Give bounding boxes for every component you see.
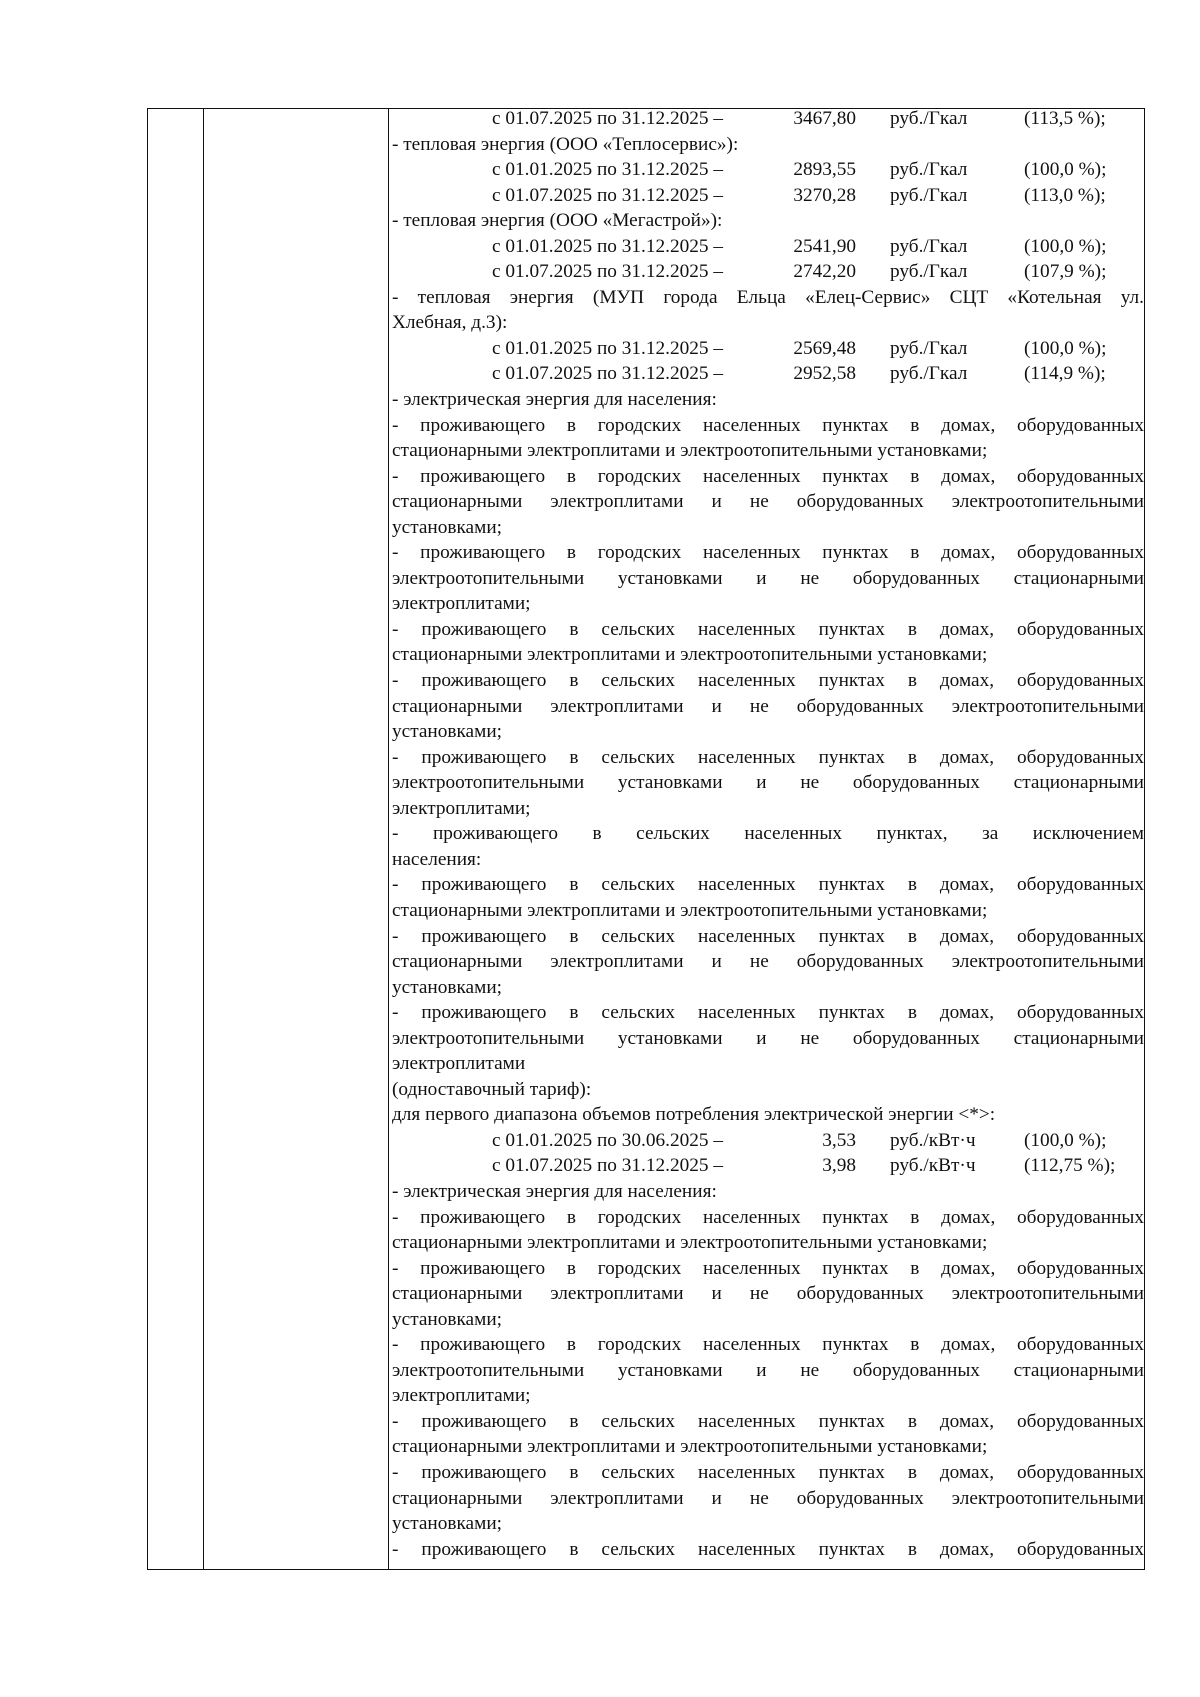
text-line: - проживающего в сельских населенных пунктах в домах, оборудованных (392, 618, 1144, 640)
rate-price: 2742,20 (793, 261, 856, 283)
rate-unit: руб./Гкал (890, 184, 968, 206)
rate-unit: руб./Гкал (890, 261, 968, 283)
text-line: электроплитами (392, 1053, 526, 1075)
text-line: - проживающего в городских населенных пунктах в домах, оборудованных (392, 1206, 1144, 1228)
text-line: стационарными электроплитами и электроотопительными установками; (392, 1436, 988, 1458)
rate-unit: руб./Гкал (890, 159, 968, 181)
text-line: стационарными электроплитами и электроотопительными установками; (392, 644, 988, 666)
text-line: - проживающего в городских населенных пунктах в домах, оборудованных (392, 414, 1144, 436)
text-line: - проживающего в сельских населенных пунктах в домах, оборудованных (392, 1002, 1144, 1024)
rate-percent: (100,0 %); (1024, 235, 1107, 257)
tariff-rate-row (392, 234, 1144, 260)
tariff-rate-row (392, 336, 1144, 362)
rate-unit: руб./кВт·ч (890, 1129, 976, 1151)
text-line: электроплитами; (392, 593, 531, 615)
rate-period: с 01.01.2025 по 31.12.2025 – (492, 235, 723, 257)
tariff-rate-row (392, 1128, 1144, 1154)
tariff-rate-row (392, 361, 1144, 387)
rate-price: 3,53 (822, 1129, 856, 1151)
rate-period: с 01.07.2025 по 31.12.2025 – (492, 363, 723, 385)
rate-period: с 01.01.2025 по 31.12.2025 – (492, 159, 723, 181)
text-line: стационарными электроплитами и электроотопительными установками; (392, 440, 988, 462)
text-line: - тепловая энергия (ООО «Теплосервис»): (392, 133, 739, 155)
text-line: стационарными электроплитами и электроотопительными установками; (392, 899, 988, 921)
text-line: электроотопительными установками и не оборудованных стационарными (392, 567, 1144, 589)
text-line: - тепловая энергия (ООО «Мегастрой»): (392, 210, 723, 232)
rate-price: 2569,48 (793, 337, 856, 359)
text-line: - проживающего в городских населенных пунктах в домах, оборудованных (392, 1257, 1144, 1279)
rate-percent: (113,5 %); (1024, 108, 1106, 129)
text-line: - проживающего в городских населенных пунктах в домах, оборудованных (392, 1334, 1144, 1356)
text-line: - проживающего в сельских населенных пунктах в домах, оборудованных (392, 746, 1144, 768)
text-line: для первого диапазона объемов потребления электрической энергии <*>: (392, 1104, 996, 1126)
rate-percent: (113,0 %); (1024, 184, 1106, 206)
rate-unit: руб./Гкал (890, 235, 968, 257)
tariff-rate-row (392, 183, 1144, 209)
column-divider-1 (203, 109, 204, 1569)
text-line: установками; (392, 976, 502, 998)
rate-price: 3,98 (822, 1155, 856, 1177)
rate-period: с 01.07.2025 по 31.12.2025 – (492, 184, 723, 206)
rate-percent: (100,0 %); (1024, 1129, 1107, 1151)
text-line: - проживающего в городских населенных пунктах в домах, оборудованных (392, 542, 1144, 564)
text-line: - проживающего в сельских населенных пунктах в домах, оборудованных (392, 874, 1144, 896)
text-line: - электрическая энергия для населения: (392, 1180, 717, 1202)
text-line: стационарными электроплитами и не оборудованных электроотопительными (392, 1487, 1144, 1509)
rate-period: с 01.01.2025 по 31.12.2025 – (492, 337, 723, 359)
text-line: (одноставочный тариф): (392, 1078, 592, 1100)
text-line: стационарными электроплитами и не оборудованных электроотопительными (392, 951, 1144, 973)
text-line: электроотопительными установками и не оборудованных стационарными (392, 1027, 1144, 1049)
rate-period: с 01.01.2025 по 30.06.2025 – (492, 1129, 723, 1151)
rate-unit: руб./кВт·ч (890, 1155, 976, 1177)
rate-unit: руб./Гкал (890, 337, 968, 359)
rate-percent: (112,75 %); (1024, 1155, 1116, 1177)
rate-price: 3270,28 (793, 184, 856, 206)
text-line: - проживающего в сельских населенных пунктах в домах, оборудованных (392, 1461, 1144, 1483)
text-line: населения: (392, 848, 482, 870)
tariff-rate-row (392, 157, 1144, 183)
rate-percent: (114,9 %); (1024, 363, 1106, 385)
text-line: - проживающего в сельских населенных пунктах в домах, оборудованных (392, 1410, 1144, 1432)
text-line: Хлебная, д.3): (392, 312, 508, 334)
tariff-table (147, 108, 1145, 1570)
text-line: - проживающего в сельских населенных пунктах в домах, оборудованных (392, 1538, 1144, 1560)
text-line: электроотопительными установками и не оборудованных стационарными (392, 1359, 1144, 1381)
rate-period: с 01.07.2025 по 31.12.2025 – (492, 108, 723, 129)
rate-percent: (100,0 %); (1024, 159, 1107, 181)
text-line: электроотопительными установками и не оборудованных стационарными (392, 772, 1144, 794)
text-line: установками; (392, 516, 502, 538)
rate-percent: (100,0 %); (1024, 337, 1107, 359)
text-line: - проживающего в сельских населенных пунктах в домах, оборудованных (392, 670, 1144, 692)
column-divider-2 (388, 109, 389, 1569)
rate-unit: руб./Гкал (890, 108, 968, 129)
text-line: - проживающего в городских населенных пунктах в домах, оборудованных (392, 465, 1144, 487)
tariff-rate-row (392, 259, 1144, 285)
text-line: - тепловая энергия (МУП города Ельца «Елец-Сервис» СЦТ «Котельная ул. (392, 286, 1144, 308)
text-line: установками; (392, 721, 502, 743)
text-line: - электрическая энергия для населения: (392, 389, 717, 411)
text-line: стационарными электроплитами и не оборудованных электроотопительными (392, 491, 1144, 513)
rate-price: 3467,80 (793, 108, 856, 129)
tariff-rate-row (392, 106, 1144, 132)
text-line: установками; (392, 1513, 502, 1535)
rate-period: с 01.07.2025 по 31.12.2025 – (492, 1155, 723, 1177)
text-line: установками; (392, 1308, 502, 1330)
rate-price: 2541,90 (793, 235, 856, 257)
text-line: стационарными электроплитами и электроотопительными установками; (392, 1232, 988, 1254)
rate-price: 2893,55 (793, 159, 856, 181)
text-line: - проживающего в сельских населенных пунктах в домах, оборудованных (392, 925, 1144, 947)
rate-unit: руб./Гкал (890, 363, 968, 385)
text-line: стационарными электроплитами и не оборудованных электроотопительными (392, 1283, 1144, 1305)
text-line: электроплитами; (392, 797, 531, 819)
rate-percent: (107,9 %); (1024, 261, 1107, 283)
tariff-text-column (392, 106, 1144, 1562)
text-line: электроплитами; (392, 1385, 531, 1407)
tariff-rate-row (392, 1153, 1144, 1179)
rate-price: 2952,58 (793, 363, 856, 385)
text-line: стационарными электроплитами и не оборудованных электроотопительными (392, 695, 1144, 717)
rate-period: с 01.07.2025 по 31.12.2025 – (492, 261, 723, 283)
text-line: - проживающего в сельских населенных пунктах, за исключением (392, 823, 1144, 845)
